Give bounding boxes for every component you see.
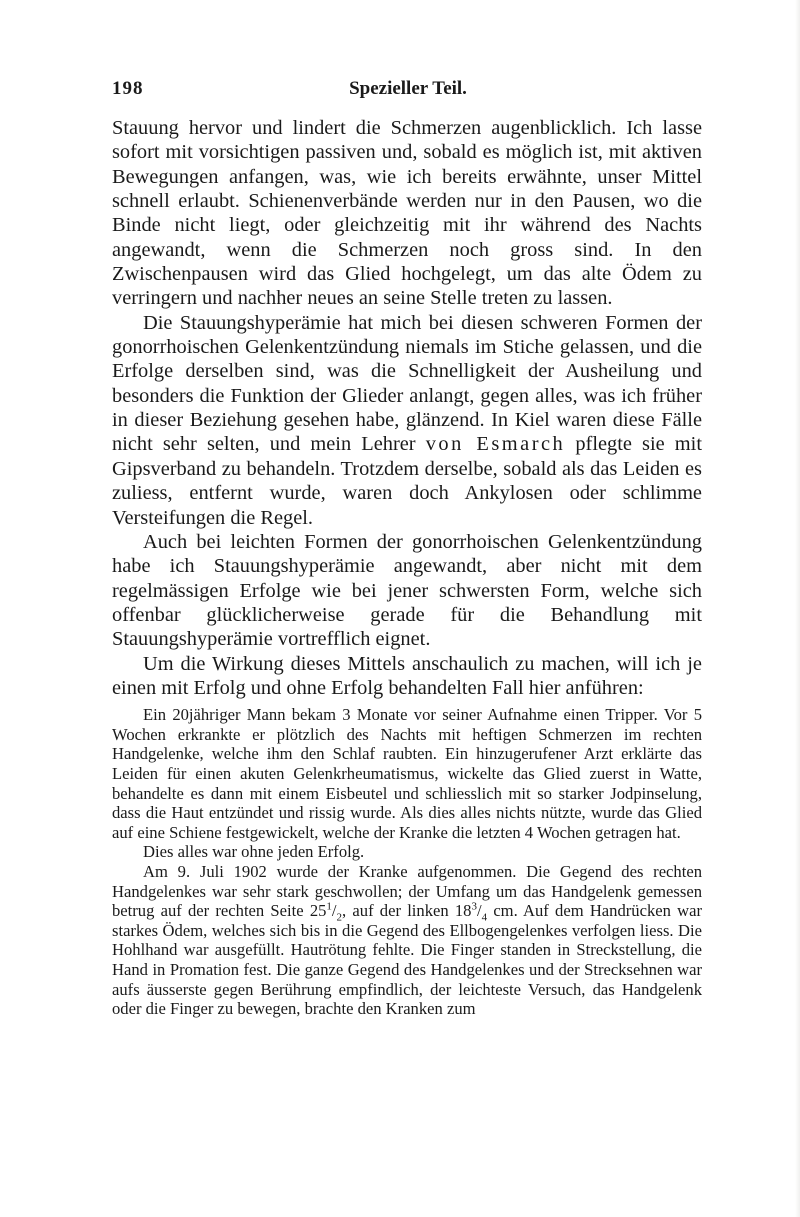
fraction-denominator: 4 <box>481 911 488 924</box>
page-number: 198 <box>112 78 144 99</box>
person-name: von Esmarch <box>425 433 566 456</box>
case-report-history: Ein 20jähriger Mann bekam 3 Monate vor seiner Aufnahme einen Tripper. Vor 5 Wochen erkrankte er plötzlich des Nachts mit heftigen Schmerzen im rechten Handgelenke, welche ihm den Schlaf raubten. Ein hinzugerufener Arzt erklärte das Leiden für einen akuten Gelenkrheumatismus, wickelte das Glied zuerst in Watte, behandelte es dann mit einem Eisbeutel und schliesslich mit so starker Jodpinselung, dass die Haut entzündet und rissig wurde. Als dies alles nichts nützte, wurde das Glied auf eine Schiene festgewickelt, welche der Kranke die letzten 4 Wochen getragen hat. <box>112 705 702 842</box>
fraction-numerator: 1 <box>326 900 332 913</box>
case-text: Am 9. Juli 1902 wurde der Kranke aufgenommen. Die Gegend des rechten Handgelenkes war sehr stark geschwollen; der Umfang um das Handgelenk gemessen betrug auf der rechten Seite 25 <box>112 862 702 921</box>
page-edge <box>795 0 800 1217</box>
paragraph-wirkung: Um die Wirkung dieses Mittels anschaulich zu machen, will ich je einen mit Erfolg und ohne Erfolg behandelten Fall hier anführen: <box>112 652 702 699</box>
paragraph-text: pflegte sie mit Gipsverband zu behandeln. Trotzdem derselbe, sobald als das Leiden es zuliess, entfernt wurde, waren doch Ankylosen oder schlimme Versteifungen die Regel. <box>112 433 702 529</box>
paragraph-text: Die Stauungshyperämie hat mich bei diesen schweren Formen der gonorrhoischen Gelenkentzündung niemals im Stiche gelassen, und die Erfolge derselben sind, was die Schnelligkeit der Ausheilung und besonders die Funktion der Glieder anlangt, gegen alles, was ich früher in dieser Beziehung gesehen habe, glänzend. In Kiel waren diese Fälle nicht sehr selten, und mein Lehrer <box>112 311 702 456</box>
body-text <box>112 116 702 1019</box>
paragraph-continuation: Stauung hervor und lindert die Schmerzen augenblicklich. Ich lasse sofort mit vorsichtigen passiven und, sobald es möglich ist, mit aktiven Bewegungen anfangen, was, wie ich bereits erwähnte, unser Mittel schnell erlaubt. Schienenverbände werden nur in den Pausen, wo die Binde nicht liegt, oder gleichzeitig mit ihr während des Nachts angewandt, wenn die Schmerzen noch gross sind. In den Zwischenpausen wird das Glied hochgelegt, um das alte Ödem zu verringern und nachher neues an seine Stelle treten zu lassen. <box>112 117 702 310</box>
running-title: Spezieller Teil. <box>349 78 467 99</box>
fraction-numerator: 3 <box>471 900 477 913</box>
paragraph-stauungshyperaemie <box>112 311 702 530</box>
paragraph-leichte-formen: Auch bei leichten Formen der gonorrhoischen Gelenkentzündung habe ich Stauungshyperämie angewandt, aber nicht mit dem regelmässigen Erfolge wie bei jener schwersten Form, welche sich offenbar glücklicherweise gerade für die Behandlung mit Stauungshyperämie vortrefflich eignet. <box>112 530 702 651</box>
page-header <box>112 78 704 108</box>
case-text: , auf der linken 18 <box>342 901 472 921</box>
case-text: cm. Auf dem Handrücken war starkes Ödem, welches sich bis in die Gegend des Ellbogengelenkes verfolgen liess. Die Hohlhand war ausgefüllt. Hautrötung fehlte. Die Finger standen in Streckstellung, die Hand in Promation fest. Die ganze Gegend des Handgelenkes und der Strecksehnen war aufs äusserste gegen Berührung empfindlich, der leichteste Versuch, das Handgelenk oder die Finger zu bewegen, brachte den Kranken zum <box>112 901 702 1019</box>
fraction-denominator: 2 <box>336 911 343 924</box>
case-report-result: Dies alles war ohne jeden Erfolg. <box>143 842 365 862</box>
case-report-admission: Am 9. Juli 1902 wurde der Kranke aufgenommen. Die Gegend des rechten Handgelenkes war sehr stark geschwollen; der Umfang um das Handgelenk gemessen betrug auf der rechten Seite $25^1/_2$, auf der linken $18^3/_4$ cm. Auf dem Handrücken war starkes Ödem, welches sich bis in die Gegend des Ellbogengelenkes verfolgen liess. Die Hohlhand war ausgefüllt. Hautrötung fehlte. Die Finger standen in Streckstellung, die Hand in Promation fest. Die ganze Gegend des Handgelenkes und der Strecksehnen war aufs äusserste gegen Berührung empfindlich, der leichteste Versuch, das Handgelenk oder die Finger zu bewegen, brachte den Kranken zum <box>112 862 702 1019</box>
